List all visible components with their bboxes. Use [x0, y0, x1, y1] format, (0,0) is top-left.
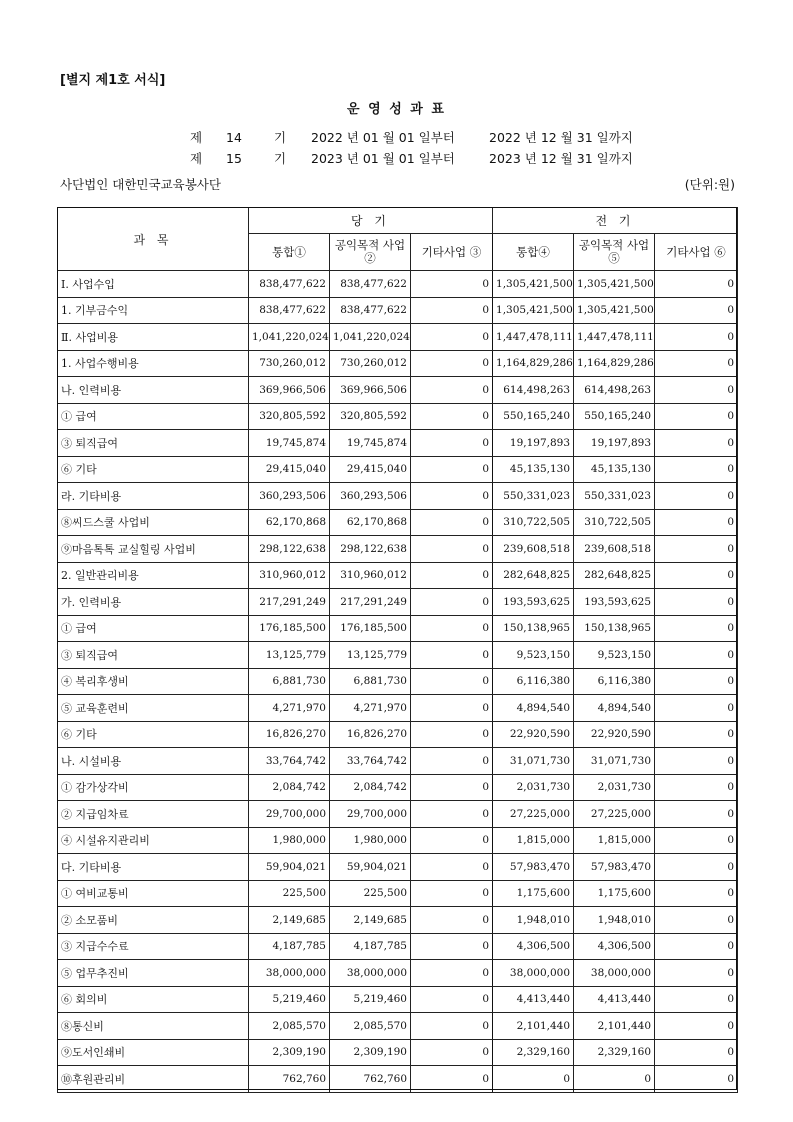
table-row — [58, 509, 738, 536]
table-row — [58, 456, 738, 483]
table-row — [58, 907, 738, 934]
table-row — [58, 536, 738, 563]
amount-cell: 2,101,440 — [574, 1013, 655, 1040]
amount-cell: 0 — [411, 297, 493, 324]
amount-cell: 0 — [655, 297, 738, 324]
row-label: ① 여비교통비 — [58, 880, 249, 907]
amount-cell: 0 — [655, 324, 738, 351]
row-label: 1. 기부금수익 — [58, 297, 249, 324]
amount-cell: 1,980,000 — [330, 827, 411, 854]
amount-cell: 1,980,000 — [249, 827, 330, 854]
amount-cell: 0 — [411, 774, 493, 801]
amount-cell: 310,960,012 — [249, 562, 330, 589]
period-start: 2022 년 01 월 01 일부터 — [311, 130, 455, 145]
row-label: ③ 지급수수료 — [58, 933, 249, 960]
table-row — [58, 377, 738, 404]
amount-cell: 0 — [655, 960, 738, 987]
amount-cell: 0 — [411, 430, 493, 457]
amount-cell: 4,271,970 — [249, 695, 330, 722]
amount-cell: 310,722,505 — [574, 509, 655, 536]
table-row — [58, 668, 738, 695]
period-je: 제 — [190, 151, 203, 166]
row-label: ① 급여 — [58, 615, 249, 642]
amount-cell: 0 — [411, 695, 493, 722]
amount-cell: 0 — [411, 1066, 493, 1093]
organization-name: 사단법인 대한민국교육봉사단 — [60, 177, 221, 192]
amount-cell: 2,084,742 — [330, 774, 411, 801]
amount-cell: 2,309,190 — [330, 1039, 411, 1066]
amount-cell: 0 — [655, 403, 738, 430]
amount-cell: 1,305,421,500 — [493, 297, 574, 324]
amount-cell: 0 — [655, 1013, 738, 1040]
amount-cell: 33,764,742 — [249, 748, 330, 775]
amount-cell: 1,041,220,024 — [330, 324, 411, 351]
document-title: 운 영 성 과 표 — [347, 102, 446, 117]
amount-cell: 0 — [655, 774, 738, 801]
amount-cell: 1,447,478,111 — [574, 324, 655, 351]
amount-cell: 225,500 — [249, 880, 330, 907]
row-label: ⑨마음톡톡 교실힐링 사업비 — [58, 536, 249, 563]
amount-cell: 550,331,023 — [493, 483, 574, 510]
amount-cell: 0 — [411, 642, 493, 669]
amount-cell: 838,477,622 — [330, 271, 411, 298]
amount-cell: 62,170,868 — [330, 509, 411, 536]
row-label: ⑥ 회의비 — [58, 986, 249, 1013]
table-row — [58, 350, 738, 377]
table-row — [58, 483, 738, 510]
amount-cell: 1,164,829,286 — [493, 350, 574, 377]
amount-cell: 33,764,742 — [330, 748, 411, 775]
amount-cell: 6,116,380 — [574, 668, 655, 695]
table-row — [58, 774, 738, 801]
row-label: ⑤ 교육훈련비 — [58, 695, 249, 722]
amount-cell: 0 — [411, 589, 493, 616]
amount-cell: 5,219,460 — [330, 986, 411, 1013]
amount-cell: 1,815,000 — [493, 827, 574, 854]
row-label: ③ 퇴직급여 — [58, 430, 249, 457]
amount-cell: 150,138,965 — [574, 615, 655, 642]
row-label: ⑨도서인쇄비 — [58, 1039, 249, 1066]
amount-cell: 57,983,470 — [493, 854, 574, 881]
table-row — [58, 589, 738, 616]
amount-cell: 0 — [655, 748, 738, 775]
amount-cell: 176,185,500 — [249, 615, 330, 642]
amount-cell: 62,170,868 — [249, 509, 330, 536]
amount-cell: 4,306,500 — [493, 933, 574, 960]
amount-cell: 369,966,506 — [330, 377, 411, 404]
amount-cell: 0 — [411, 668, 493, 695]
amount-cell: 550,331,023 — [574, 483, 655, 510]
row-label: 2. 일반관리비용 — [58, 562, 249, 589]
amount-cell: 217,291,249 — [249, 589, 330, 616]
table-row — [58, 562, 738, 589]
amount-cell: 762,760 — [249, 1066, 330, 1093]
current-period-header: 당 기 — [249, 208, 493, 234]
amount-cell: 45,135,130 — [574, 456, 655, 483]
amount-cell: 0 — [411, 536, 493, 563]
amount-cell: 19,745,874 — [330, 430, 411, 457]
amount-cell: 22,920,590 — [574, 721, 655, 748]
amount-cell: 19,197,893 — [574, 430, 655, 457]
amount-cell: 22,920,590 — [493, 721, 574, 748]
amount-cell: 19,197,893 — [493, 430, 574, 457]
col-header-public-current: 공익목적 사업② — [330, 234, 411, 271]
row-label: ④ 복리후생비 — [58, 668, 249, 695]
row-label: ⑥ 기타 — [58, 456, 249, 483]
row-label: ③ 퇴직급여 — [58, 642, 249, 669]
amount-cell: 0 — [411, 880, 493, 907]
amount-cell: 0 — [655, 695, 738, 722]
form-label: [별지 제1호 서식] — [60, 73, 166, 88]
amount-cell: 0 — [655, 801, 738, 828]
amount-cell: 38,000,000 — [493, 960, 574, 987]
amount-cell: 0 — [411, 907, 493, 934]
amount-cell: 730,260,012 — [330, 350, 411, 377]
row-label: ④ 시설유지관리비 — [58, 827, 249, 854]
amount-cell: 1,948,010 — [574, 907, 655, 934]
table-row — [58, 827, 738, 854]
amount-cell: 1,305,421,500 — [574, 271, 655, 298]
amount-cell: 2,309,190 — [249, 1039, 330, 1066]
amount-cell: 29,700,000 — [330, 801, 411, 828]
table-row — [58, 880, 738, 907]
table-row — [58, 960, 738, 987]
amount-cell: 2,031,730 — [574, 774, 655, 801]
amount-cell: 59,904,021 — [249, 854, 330, 881]
amount-cell: 4,187,785 — [249, 933, 330, 960]
amount-cell: 282,648,825 — [574, 562, 655, 589]
amount-cell: 16,826,270 — [330, 721, 411, 748]
table-row — [58, 403, 738, 430]
amount-cell: 0 — [411, 827, 493, 854]
amount-cell: 2,031,730 — [493, 774, 574, 801]
unit-label: (단위:원) — [684, 177, 735, 192]
amount-cell: 0 — [411, 721, 493, 748]
row-label: ② 지급임차료 — [58, 801, 249, 828]
amount-cell: 19,745,874 — [249, 430, 330, 457]
amount-cell: 0 — [655, 483, 738, 510]
amount-cell: 282,648,825 — [493, 562, 574, 589]
table-row — [58, 933, 738, 960]
amount-cell: 5,219,460 — [249, 986, 330, 1013]
amount-cell: 0 — [411, 854, 493, 881]
amount-cell: 4,413,440 — [493, 986, 574, 1013]
operating-results-table — [57, 207, 738, 1093]
row-label: 1. 사업수행비용 — [58, 350, 249, 377]
amount-cell: 730,260,012 — [249, 350, 330, 377]
amount-cell: 0 — [411, 509, 493, 536]
amount-cell: 13,125,779 — [249, 642, 330, 669]
amount-cell: 0 — [411, 1039, 493, 1066]
amount-cell: 193,593,625 — [574, 589, 655, 616]
amount-cell: 0 — [411, 933, 493, 960]
amount-cell: 2,101,440 — [493, 1013, 574, 1040]
amount-cell: 31,071,730 — [493, 748, 574, 775]
amount-cell: 838,477,622 — [249, 271, 330, 298]
row-label: 다. 기타비용 — [58, 854, 249, 881]
amount-cell: 27,225,000 — [493, 801, 574, 828]
amount-cell: 2,085,570 — [249, 1013, 330, 1040]
row-label: ⑤ 업무추진비 — [58, 960, 249, 987]
amount-cell: 838,477,622 — [330, 297, 411, 324]
table-row — [58, 642, 738, 669]
amount-cell: 2,085,570 — [330, 1013, 411, 1040]
amount-cell: 0 — [411, 456, 493, 483]
amount-cell: 0 — [655, 271, 738, 298]
col-header-public-previous: 공익목적 사업⑤ — [574, 234, 655, 271]
amount-cell: 9,523,150 — [493, 642, 574, 669]
row-label: ⑥ 기타 — [58, 721, 249, 748]
row-label: 나. 인력비용 — [58, 377, 249, 404]
amount-cell: 310,722,505 — [493, 509, 574, 536]
table-row — [58, 1066, 738, 1093]
amount-cell: 0 — [655, 430, 738, 457]
amount-cell: 29,415,040 — [330, 456, 411, 483]
amount-cell: 369,966,506 — [249, 377, 330, 404]
amount-cell: 0 — [411, 801, 493, 828]
amount-cell: 0 — [655, 350, 738, 377]
table-row — [58, 801, 738, 828]
amount-cell: 0 — [655, 933, 738, 960]
amount-cell: 2,149,685 — [249, 907, 330, 934]
amount-cell: 550,165,240 — [493, 403, 574, 430]
amount-cell: 550,165,240 — [574, 403, 655, 430]
amount-cell: 2,084,742 — [249, 774, 330, 801]
amount-cell: 225,500 — [330, 880, 411, 907]
table-row — [58, 324, 738, 351]
amount-cell: 0 — [411, 1013, 493, 1040]
col-header-total-previous: 통합④ — [493, 234, 574, 271]
amount-cell: 31,071,730 — [574, 748, 655, 775]
col-header-total-current: 통합① — [249, 234, 330, 271]
amount-cell: 0 — [655, 615, 738, 642]
row-label: Ⅰ. 사업수입 — [58, 271, 249, 298]
amount-cell: 0 — [411, 403, 493, 430]
amount-cell: 0 — [493, 1066, 574, 1093]
table-row — [58, 1013, 738, 1040]
amount-cell: 0 — [655, 536, 738, 563]
amount-cell: 0 — [411, 960, 493, 987]
amount-cell: 4,894,540 — [493, 695, 574, 722]
amount-cell: 150,138,965 — [493, 615, 574, 642]
amount-cell: 29,415,040 — [249, 456, 330, 483]
row-label: 라. 기타비용 — [58, 483, 249, 510]
table-row — [58, 430, 738, 457]
amount-cell: 0 — [655, 907, 738, 934]
amount-cell: 4,187,785 — [330, 933, 411, 960]
col-header-other-previous: 기타사업 ⑥ — [655, 234, 738, 271]
amount-cell: 4,413,440 — [574, 986, 655, 1013]
amount-cell: 0 — [655, 986, 738, 1013]
amount-cell: 6,116,380 — [493, 668, 574, 695]
amount-cell: 0 — [411, 483, 493, 510]
amount-cell: 1,305,421,500 — [574, 297, 655, 324]
amount-cell: 0 — [655, 827, 738, 854]
amount-cell: 320,805,592 — [330, 403, 411, 430]
amount-cell: 0 — [655, 509, 738, 536]
amount-cell: 4,894,540 — [574, 695, 655, 722]
row-label: ⑧통신비 — [58, 1013, 249, 1040]
table-row — [58, 748, 738, 775]
amount-cell: 0 — [655, 642, 738, 669]
amount-cell: 0 — [655, 377, 738, 404]
amount-cell: 320,805,592 — [249, 403, 330, 430]
amount-cell: 360,293,506 — [249, 483, 330, 510]
amount-cell: 0 — [411, 615, 493, 642]
amount-cell: 0 — [411, 324, 493, 351]
period-number: 15 — [226, 151, 242, 166]
table-row — [58, 271, 738, 298]
table-row — [58, 615, 738, 642]
amount-cell: 0 — [411, 562, 493, 589]
amount-cell: 2,329,160 — [574, 1039, 655, 1066]
amount-cell: 0 — [655, 854, 738, 881]
amount-cell: 45,135,130 — [493, 456, 574, 483]
amount-cell: 9,523,150 — [574, 642, 655, 669]
amount-cell: 38,000,000 — [249, 960, 330, 987]
amount-cell: 0 — [411, 377, 493, 404]
subject-header: 과 목 — [58, 208, 249, 271]
period-je: 제 — [190, 130, 203, 145]
row-label: ② 소모품비 — [58, 907, 249, 934]
amount-cell: 762,760 — [330, 1066, 411, 1093]
row-label: Ⅱ. 사업비용 — [58, 324, 249, 351]
period-line-14 — [190, 128, 633, 146]
amount-cell: 57,983,470 — [574, 854, 655, 881]
period-line-15 — [190, 149, 633, 167]
row-label: ① 감가상각비 — [58, 774, 249, 801]
amount-cell: 13,125,779 — [330, 642, 411, 669]
amount-cell: 4,306,500 — [574, 933, 655, 960]
amount-cell: 6,881,730 — [330, 668, 411, 695]
amount-cell: 0 — [655, 880, 738, 907]
table-row — [58, 297, 738, 324]
table-row — [58, 986, 738, 1013]
amount-cell: 360,293,506 — [330, 483, 411, 510]
amount-cell: 0 — [411, 350, 493, 377]
amount-cell: 239,608,518 — [574, 536, 655, 563]
amount-cell: 614,498,263 — [574, 377, 655, 404]
period-number: 14 — [226, 130, 242, 145]
amount-cell: 29,700,000 — [249, 801, 330, 828]
amount-cell: 193,593,625 — [493, 589, 574, 616]
amount-cell: 0 — [655, 668, 738, 695]
amount-cell: 298,122,638 — [330, 536, 411, 563]
amount-cell: 0 — [411, 271, 493, 298]
amount-cell: 0 — [411, 748, 493, 775]
amount-cell: 16,826,270 — [249, 721, 330, 748]
amount-cell: 614,498,263 — [493, 377, 574, 404]
period-end: 2023 년 12 월 31 일까지 — [489, 151, 633, 166]
amount-cell: 239,608,518 — [493, 536, 574, 563]
amount-cell: 2,149,685 — [330, 907, 411, 934]
amount-cell: 0 — [574, 1066, 655, 1093]
table-row — [58, 721, 738, 748]
amount-cell: 0 — [655, 562, 738, 589]
table-row — [58, 854, 738, 881]
amount-cell: 0 — [655, 1066, 738, 1093]
amount-cell: 298,122,638 — [249, 536, 330, 563]
amount-cell: 1,041,220,024 — [249, 324, 330, 351]
table-row — [58, 695, 738, 722]
table-row — [58, 1039, 738, 1066]
period-gi: 기 — [274, 130, 287, 145]
amount-cell: 310,960,012 — [330, 562, 411, 589]
previous-period-header: 전 기 — [493, 208, 738, 234]
amount-cell: 1,164,829,286 — [574, 350, 655, 377]
row-label: 나. 시설비용 — [58, 748, 249, 775]
row-label: ⑧씨드스쿨 사업비 — [58, 509, 249, 536]
period-start: 2023 년 01 월 01 일부터 — [311, 151, 455, 166]
amount-cell: 6,881,730 — [249, 668, 330, 695]
amount-cell: 2,329,160 — [493, 1039, 574, 1066]
amount-cell: 1,175,600 — [574, 880, 655, 907]
amount-cell: 38,000,000 — [330, 960, 411, 987]
amount-cell: 1,305,421,500 — [493, 271, 574, 298]
amount-cell: 27,225,000 — [574, 801, 655, 828]
amount-cell: 176,185,500 — [330, 615, 411, 642]
amount-cell: 59,904,021 — [330, 854, 411, 881]
amount-cell: 0 — [655, 721, 738, 748]
amount-cell: 1,447,478,111 — [493, 324, 574, 351]
amount-cell: 217,291,249 — [330, 589, 411, 616]
period-end: 2022 년 12 월 31 일까지 — [489, 130, 633, 145]
amount-cell: 1,175,600 — [493, 880, 574, 907]
amount-cell: 838,477,622 — [249, 297, 330, 324]
period-gi: 기 — [274, 151, 287, 166]
amount-cell: 0 — [411, 986, 493, 1013]
amount-cell: 0 — [655, 1039, 738, 1066]
amount-cell: 0 — [655, 456, 738, 483]
amount-cell: 1,948,010 — [493, 907, 574, 934]
row-label: 가. 인력비용 — [58, 589, 249, 616]
row-label: ⑩후원관리비 — [58, 1066, 249, 1093]
amount-cell: 0 — [655, 589, 738, 616]
col-header-other-current: 기타사업 ③ — [411, 234, 493, 271]
amount-cell: 4,271,970 — [330, 695, 411, 722]
amount-cell: 38,000,000 — [574, 960, 655, 987]
row-label: ① 급여 — [58, 403, 249, 430]
amount-cell: 1,815,000 — [574, 827, 655, 854]
